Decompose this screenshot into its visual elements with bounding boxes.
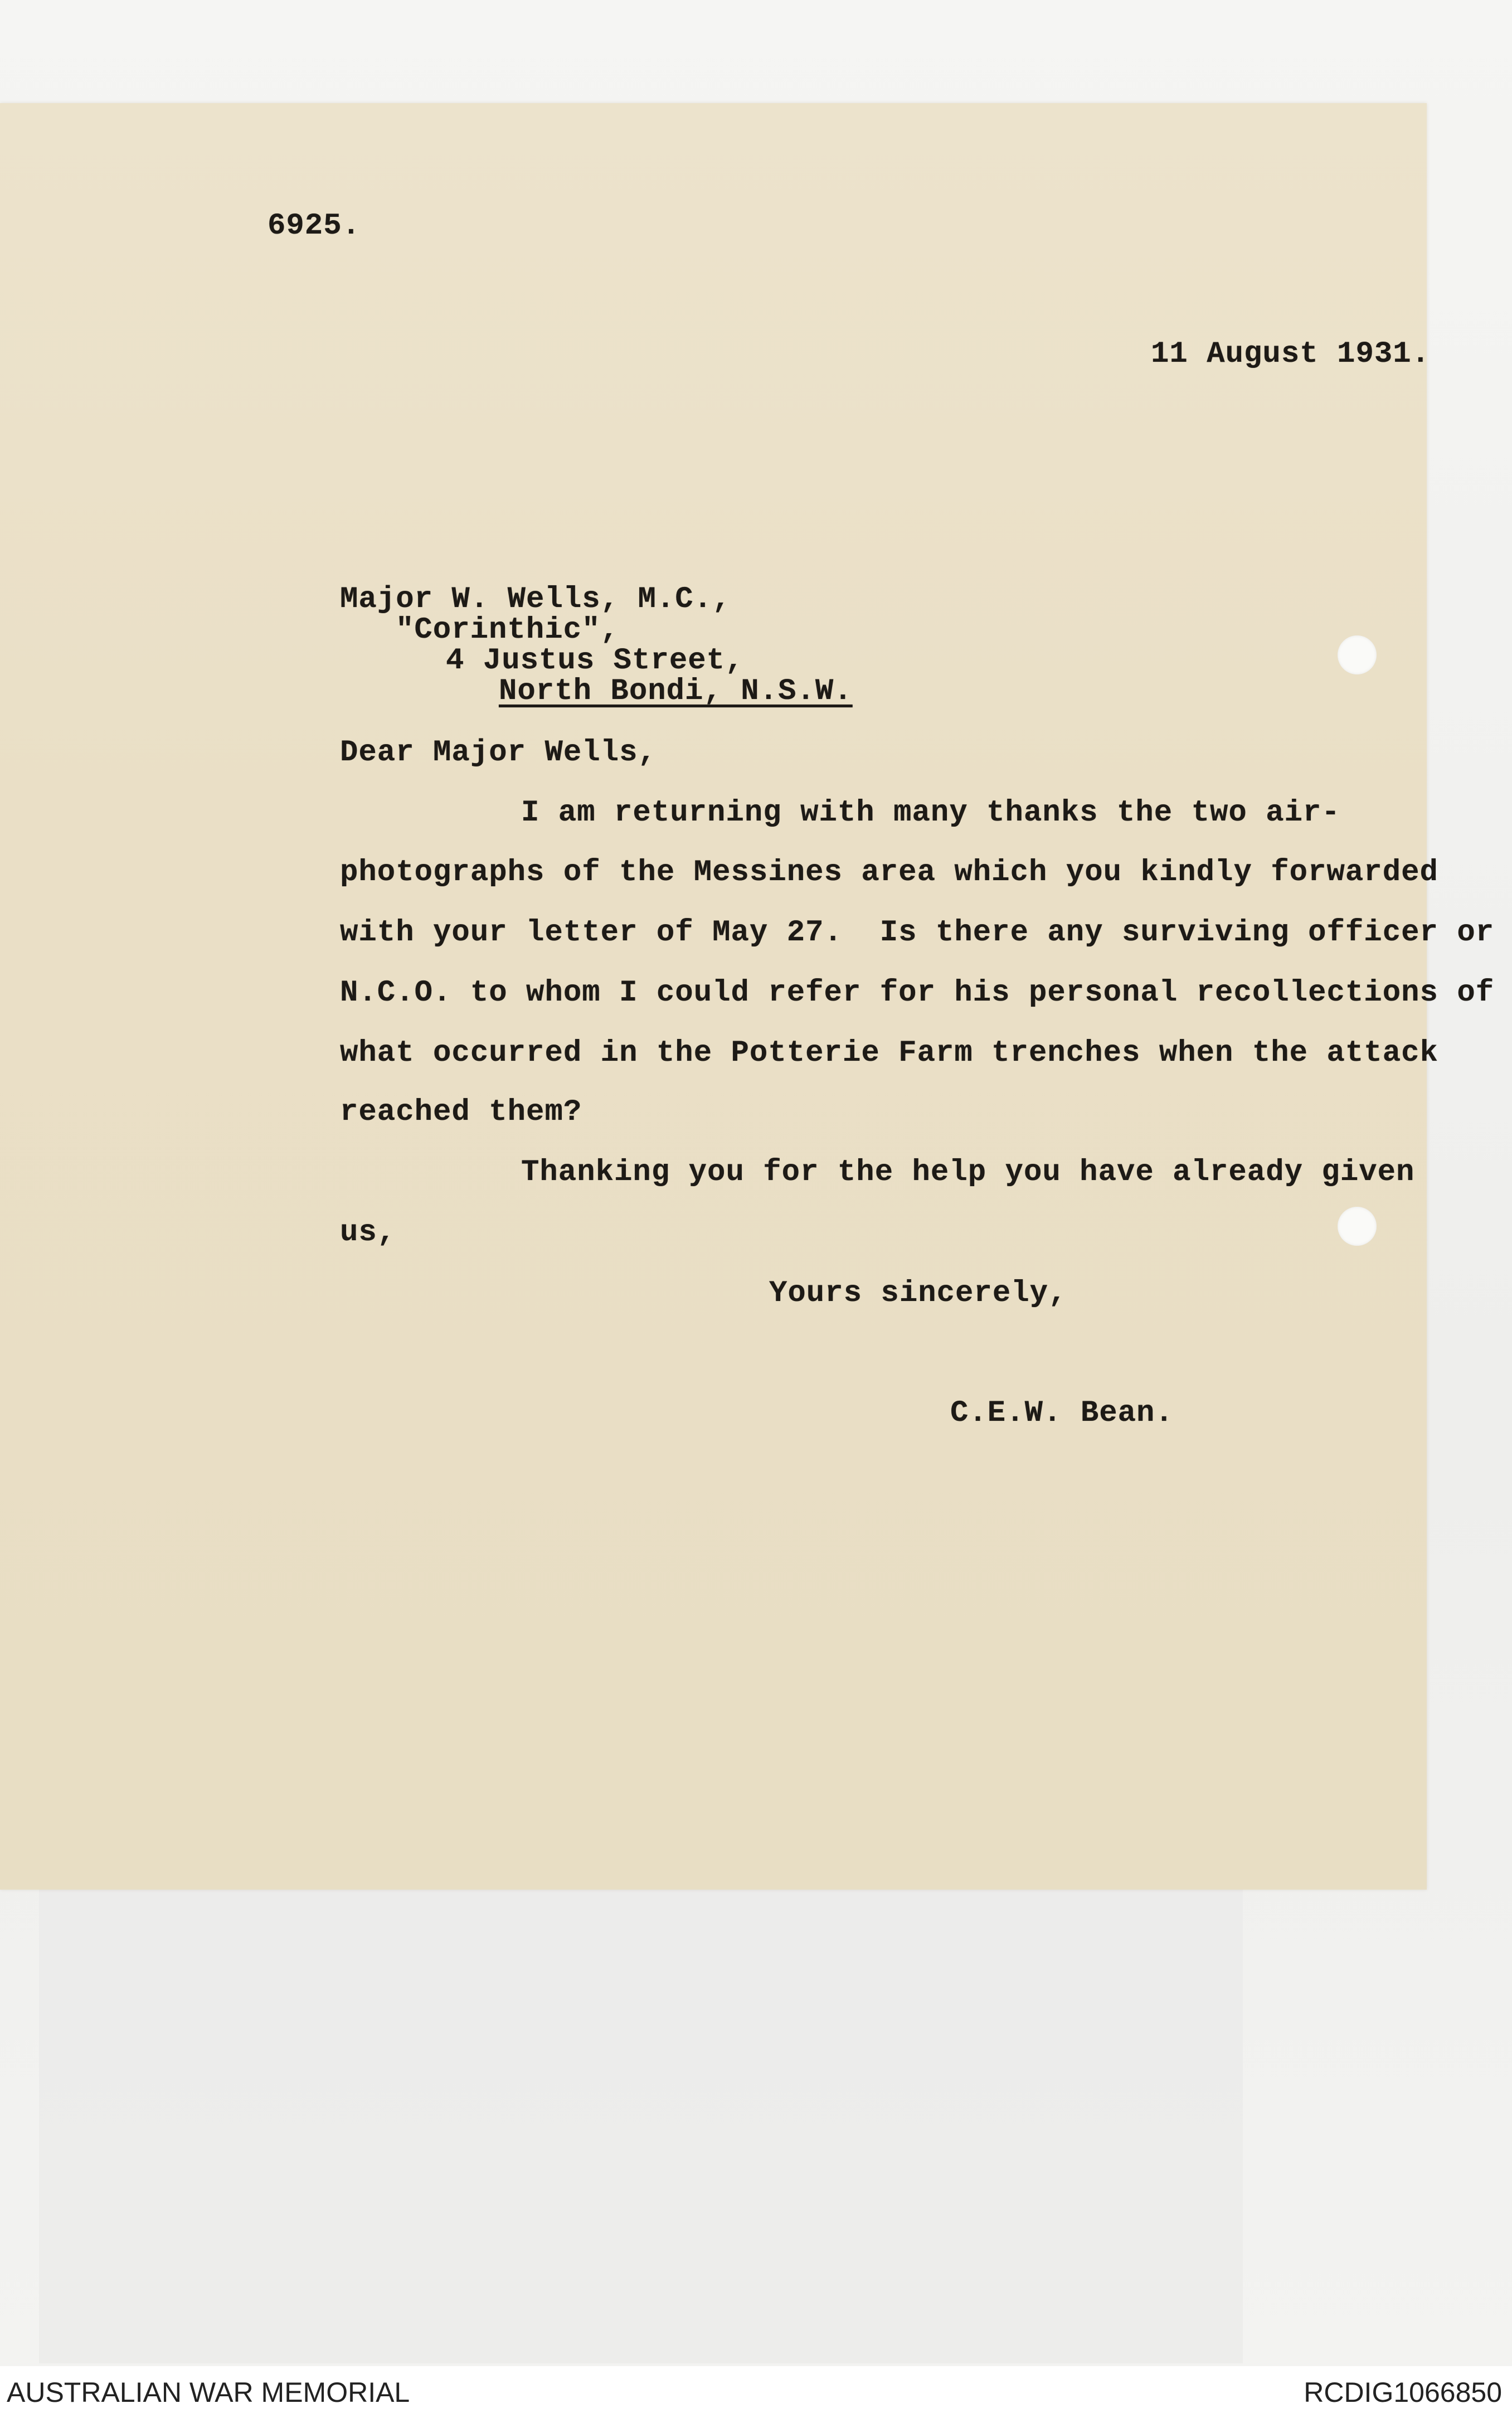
address-line-2: "Corinthic", (396, 613, 619, 647)
body-line-3: with your letter of May 27. Is there any surviving officer or (340, 916, 1495, 950)
body-line-4: N.C.O. to whom I could refer for his personal recollections of (340, 976, 1495, 1010)
address-line-1: Major W. Wells, M.C., (340, 582, 731, 616)
body-line-5: what occurred in the Potterie Farm trenches when the attack (340, 1036, 1438, 1070)
punch-hole-bottom (1338, 1207, 1377, 1246)
salutation: Dear Major Wells, (340, 736, 657, 770)
body-line-6: reached them? (340, 1095, 582, 1129)
body-line-1: I am returning with many thanks the two air- (521, 796, 1340, 830)
letter-sheet (0, 103, 1495, 1890)
reference-number: 6925. (268, 209, 361, 243)
body-line-7: Thanking you for the help you have already given (521, 1155, 1415, 1189)
body-line-2: photographs of the Messines area which you kindly forwarded (340, 856, 1438, 890)
address-line-4: North Bondi, N.S.W. (499, 674, 853, 708)
closing: Yours sincerely, (769, 1276, 1067, 1310)
body-line-8: us, (340, 1216, 396, 1250)
record-id: RCDIG1066850 (1304, 2377, 1502, 2408)
punch-hole-top (1338, 635, 1377, 674)
signature: C.E.W. Bean. (950, 1396, 1174, 1430)
institution-name: AUSTRALIAN WAR MEMORIAL (7, 2377, 410, 2408)
lower-backing-panel (39, 1890, 1243, 2363)
address-line-3: 4 Justus Street, (446, 644, 744, 678)
letter-date: 11 August 1931. (1151, 337, 1431, 371)
archive-footer (0, 2366, 1512, 2418)
